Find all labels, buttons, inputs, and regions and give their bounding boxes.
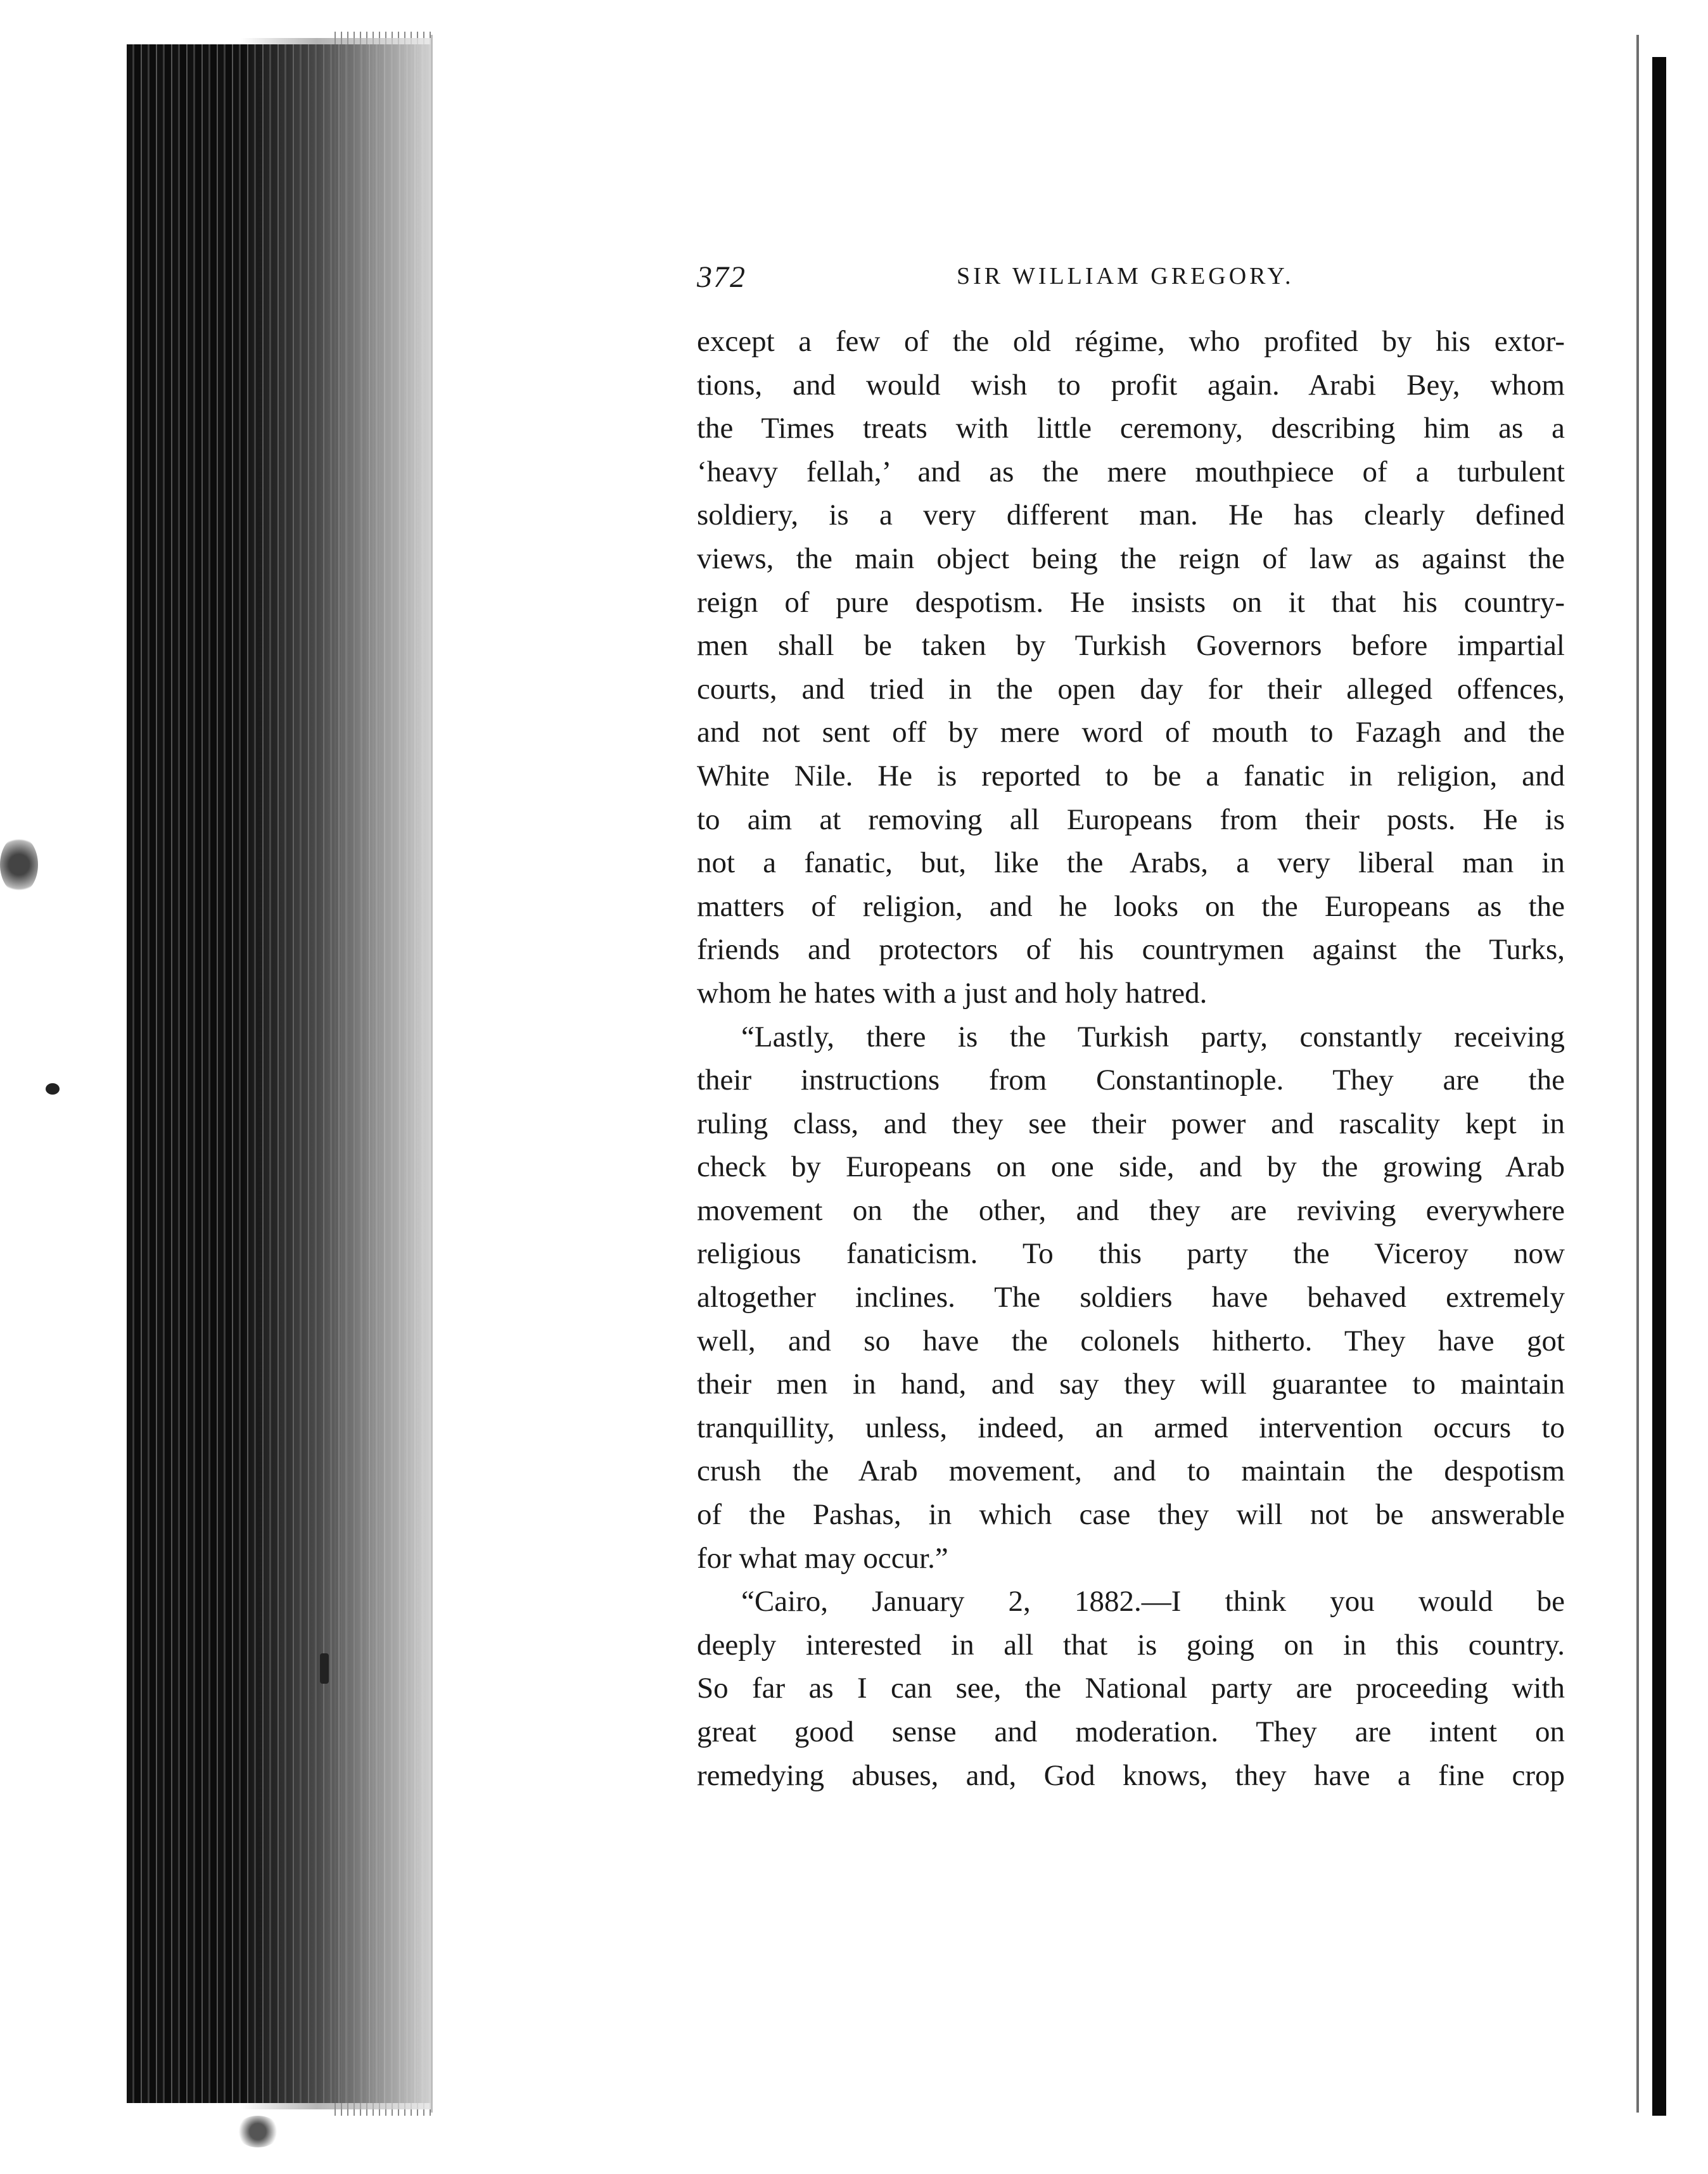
text-line: friends and protectors of his countrymen against the Turks, <box>697 933 1565 967</box>
right-page-edge <box>1652 57 1666 2116</box>
text-line: So far as I can see, the National party are proceeding with <box>697 1672 1565 1705</box>
scan-blemish <box>320 1653 329 1684</box>
running-head: SIR WILLIAM GREGORY. <box>957 263 1294 289</box>
text-line: soldiery, is a very different man. He has clearly defined <box>697 499 1565 532</box>
text-line: of the Pashas, in which case they will not be answerable <box>697 1498 1565 1532</box>
text-line: to aim at removing all Europeans from their posts. He is <box>697 803 1565 836</box>
scan-blemish <box>236 2116 280 2147</box>
text-line: their instructions from Constantinople. They are the <box>697 1064 1565 1097</box>
text-line: for what may occur.” <box>697 1541 948 1575</box>
text-line: tranquillity, unless, indeed, an armed intervention occurs to <box>697 1411 1565 1444</box>
text-line: “Cairo, January 2, 1882.—I think you would be <box>741 1585 1565 1618</box>
text-line: well, and so have the colonels hitherto. They have got <box>697 1324 1565 1357</box>
scan-blemish <box>0 836 38 893</box>
text-line: the Times treats with little ceremony, describing him as a <box>697 412 1565 445</box>
text-line: ‘heavy fellah,’ and as the mere mouthpiece of a turbulent <box>697 455 1565 488</box>
text-line: White Nile. He is reported to be a fanatic in religion, and <box>697 759 1565 792</box>
page-edge-shading <box>241 38 431 2109</box>
text-line: remedying abuses, and, God knows, they have a fine crop <box>697 1758 1565 1792</box>
text-line: check by Europeans on one side, and by the growing Arab <box>697 1150 1565 1184</box>
text-line: views, the main object being the reign of law as against the <box>697 542 1565 575</box>
text-line: courts, and tried in the open day for their alleged offences, <box>697 672 1565 706</box>
text-line: “Lastly, there is the Turkish party, constantly receiving <box>741 1020 1565 1053</box>
text-line: religious fanaticism. To this party the Viceroy now <box>697 1237 1565 1271</box>
page-header <box>697 260 1565 304</box>
text-line: great good sense and moderation. They are intent on <box>697 1715 1565 1748</box>
text-line: reign of pure despotism. He insists on it that his country- <box>697 585 1565 619</box>
text-line: altogether inclines. The soldiers have behaved extremely <box>697 1281 1565 1314</box>
text-line: crush the Arab movement, and to maintain the despotism <box>697 1454 1565 1488</box>
text-line: and not sent off by mere word of mouth to Fazagh and the <box>697 716 1565 749</box>
body-text <box>697 320 1565 1797</box>
page-number: 372 <box>697 260 746 294</box>
text-line: movement on the other, and they are reviving everywhere <box>697 1193 1565 1227</box>
text-line: matters of religion, and he looks on the Europeans as the <box>697 889 1565 923</box>
text-line: not a fanatic, but, like the Arabs, a very liberal man in <box>697 846 1565 880</box>
text-line: ruling class, and they see their power and rascality kept in <box>697 1107 1565 1140</box>
text-line: except a few of the old régime, who profited by his extor- <box>697 325 1565 358</box>
text-line: tions, and would wish to profit again. Arabi Bey, whom <box>697 368 1565 402</box>
scan-blemish <box>46 1083 60 1095</box>
text-line: men shall be taken by Turkish Governors before impartial <box>697 629 1565 663</box>
text-line: deeply interested in all that is going on in this country. <box>697 1628 1565 1662</box>
text-line: their men in hand, and say they will guarantee to maintain <box>697 1368 1565 1401</box>
text-line: whom he hates with a just and holy hatred. <box>697 976 1208 1010</box>
